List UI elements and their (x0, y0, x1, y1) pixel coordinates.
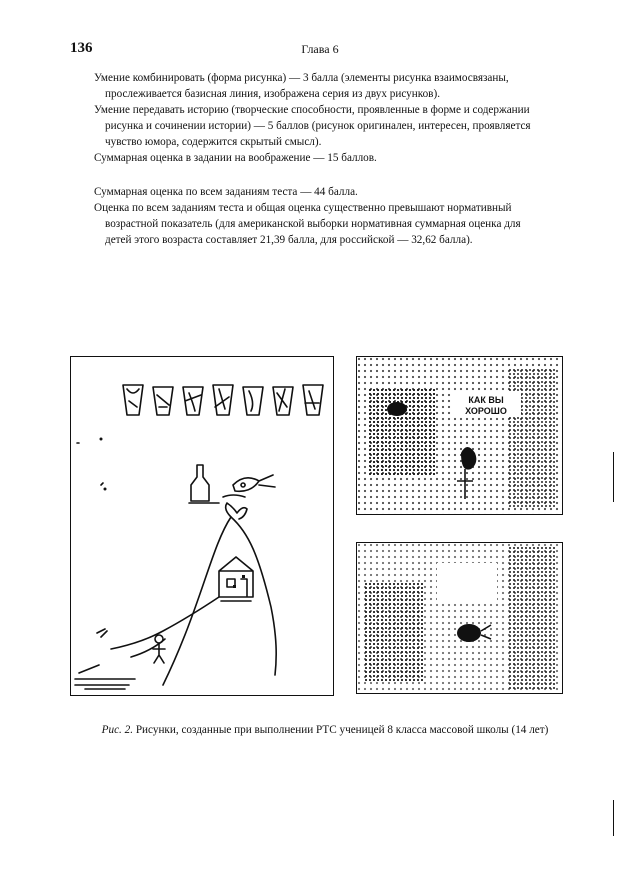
page-header (70, 40, 570, 60)
halftone-drawing-with-text (357, 357, 562, 514)
drawing-panel-top-right (356, 356, 563, 515)
figure (70, 356, 565, 701)
paragraph-test-total: Суммарная оценка по всем заданиям теста — 44 балла. (94, 186, 358, 198)
paragraph-gap (94, 166, 542, 184)
margin-mark-top (613, 452, 615, 502)
panel-text-line-1: КАК ВЫ (468, 395, 504, 405)
body-text (94, 70, 542, 248)
caption-label: Рис. 2. (101, 724, 134, 736)
running-head: Глава 6 (301, 42, 339, 56)
paragraph-imagination-total: Суммарная оценка в задании на воображение — 15 баллов. (94, 152, 377, 164)
line-drawing-figures (71, 357, 333, 695)
page-number: 136 (70, 40, 93, 56)
paragraph-norm-comparison: Оценка по всем заданиям теста и общая оценка существенно превышают нормативный возрастной показатель (для американской выборки нормативная суммарная оценка для детей этого возраста составляет 21,39 балла, для российской — 32,62 балла). (94, 202, 521, 246)
figure-caption (90, 723, 560, 738)
halftone-drawing (357, 543, 562, 693)
paragraph-combining: Умение комбинировать (форма рисунка) — 3 балла (элементы рисунка взаимосвязаны, прослеживается базисная линия, изображена серия из двух рисунков). (94, 72, 509, 100)
margin-mark-bottom (613, 800, 615, 836)
caption-text: Рисунки, созданные при выполнении РТС ученицей 8 класса массовой школы (14 лет) (135, 724, 549, 736)
panel-text-line-2: ХОРОШО (465, 406, 507, 416)
drawing-panel-left (70, 356, 334, 696)
paragraph-storytelling: Умение передавать историю (творческие способности, проявленные в форме и содержании рисунка и сочинении истории) — 5 баллов (рисунок оригинален, интересен, проявляется чувство юмора, содержится скрытый смысл). (94, 104, 531, 148)
drawing-panel-bottom-right (356, 542, 563, 694)
